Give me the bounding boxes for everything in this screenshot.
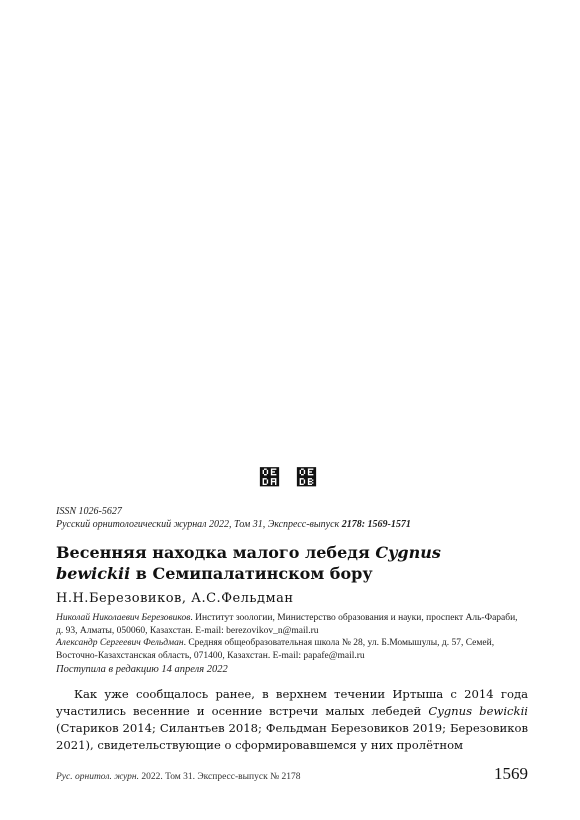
footer-citation xyxy=(56,772,301,782)
article-title xyxy=(56,542,526,584)
article-body xyxy=(56,686,528,754)
affiliations xyxy=(56,612,526,662)
body-paragraph xyxy=(56,686,528,754)
footer-journal-abbr: Рус. орнитол. журн. xyxy=(56,772,139,782)
title-latin-genus: Cygnus xyxy=(375,543,441,562)
affiliation-1 xyxy=(56,612,526,637)
affiliation-1-text: . Институт зоологии, Министерство образования и науки, проспект Аль-Фараби, д. 93, Алматы, 050060, Казахстан. E-mail: berezovikov_n@mail.ru xyxy=(56,613,518,636)
body-text-2: (Стариков 2014; Силантьев 2018; Фельдман Березовиков 2019; Березовиков 2021), свидетельствующие о сформировавшемся у них пролётном xyxy=(56,721,528,752)
page-number: 1569 xyxy=(494,764,528,783)
body-text-1: Как уже сообщалось ранее, в верхнем течении Иртыша с 2014 года участились весенние и осенние встречи малых лебедей xyxy=(56,687,528,718)
affiliation-2 xyxy=(56,637,526,662)
footer-issue: 2022. Том 31. Экспресс-выпуск № 2178 xyxy=(138,772,301,782)
affiliation-2-name: Александр Сергеевич Фельдман xyxy=(56,638,184,648)
authors: Н.Н.Березовиков, А.С.Фельдман xyxy=(56,591,294,606)
ornament-divider: ໚ ໛ xyxy=(258,466,322,491)
title-part2: в Семипалатинском бору xyxy=(130,564,373,583)
journal-citation xyxy=(56,518,526,531)
received-date: Поступила в редакцию 14 апреля 2022 xyxy=(56,664,228,675)
journal-name: Русский орнитологический журнал 2022, Том 31, Экспресс-выпуск xyxy=(56,519,342,530)
page-range: : 1569-1571 xyxy=(361,519,411,530)
body-latin: Cygnus bewickii xyxy=(428,704,528,718)
issn: ISSN 1026-5627 xyxy=(56,506,122,517)
issue-number: 2178 xyxy=(341,519,362,530)
affiliation-1-name: Николай Николаевич Березовиков xyxy=(56,613,191,623)
title-latin-species: bewickii xyxy=(56,564,131,583)
title-part1: Весенняя находка малого лебедя xyxy=(56,543,376,562)
affiliation-2-text: . Средняя общеобразовательная школа № 28, ул. Б.Момышулы, д. 57, Семей, Восточно-Казахстанская область, 071400, Казахстан. E-mail: papafe@mail.ru xyxy=(56,638,495,661)
